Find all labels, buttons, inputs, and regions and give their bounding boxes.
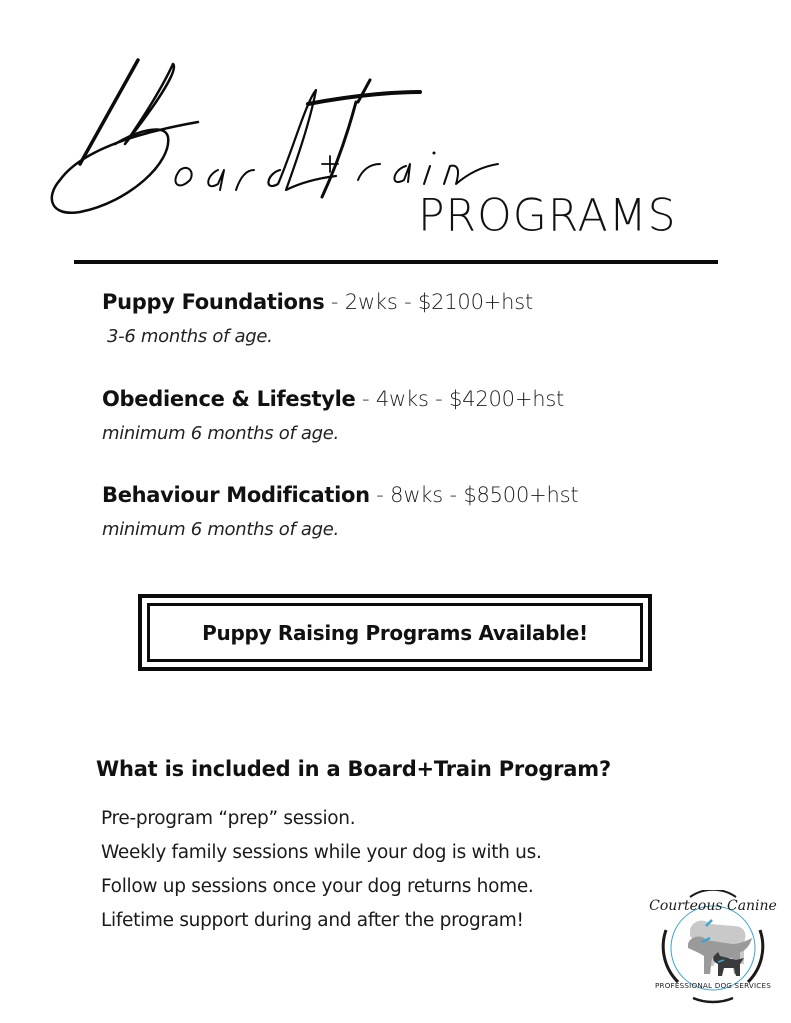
program-name: Obedience & Lifestyle: [102, 387, 356, 411]
logo-tagline: PROFESSIONAL DOG SERVICES: [654, 981, 772, 990]
courteous-canine-logo: [648, 890, 778, 1005]
program-age-requirement: 3-6 months of age.: [107, 326, 273, 347]
program-obedience-lifestyle: [102, 385, 564, 447]
program-name: Puppy Foundations: [102, 290, 325, 314]
program-age-requirement: minimum 6 months of age.: [102, 423, 339, 444]
program-name: Behaviour Modification: [102, 483, 370, 507]
banner-text: Puppy Raising Programs Available!: [147, 603, 643, 662]
included-list: [101, 802, 542, 938]
program-duration-price: - 4wks - $4200+hst: [355, 387, 565, 411]
logo-brand-name: Courteous Canine: [649, 898, 777, 914]
header-divider: [74, 260, 718, 264]
included-item: Follow up sessions once your dog returns home.: [101, 876, 534, 897]
puppy-raising-banner: [138, 594, 652, 671]
included-item: Weekly family sessions while your dog is with us.: [101, 842, 542, 863]
program-duration-price: - 2wks - $2100+hst: [324, 290, 534, 314]
programs-subtitle: PROGRAMS: [418, 189, 677, 242]
included-item: Pre-program “prep” session.: [101, 808, 356, 829]
included-heading: What is included in a Board+Train Program?: [96, 757, 611, 781]
program-behaviour-modification: [102, 481, 578, 543]
program-puppy-foundations: [102, 288, 533, 350]
program-duration-price: - 8wks - $8500+hst: [369, 483, 579, 507]
included-item: Lifetime support during and after the program!: [101, 910, 524, 931]
program-age-requirement: minimum 6 months of age.: [102, 519, 339, 540]
